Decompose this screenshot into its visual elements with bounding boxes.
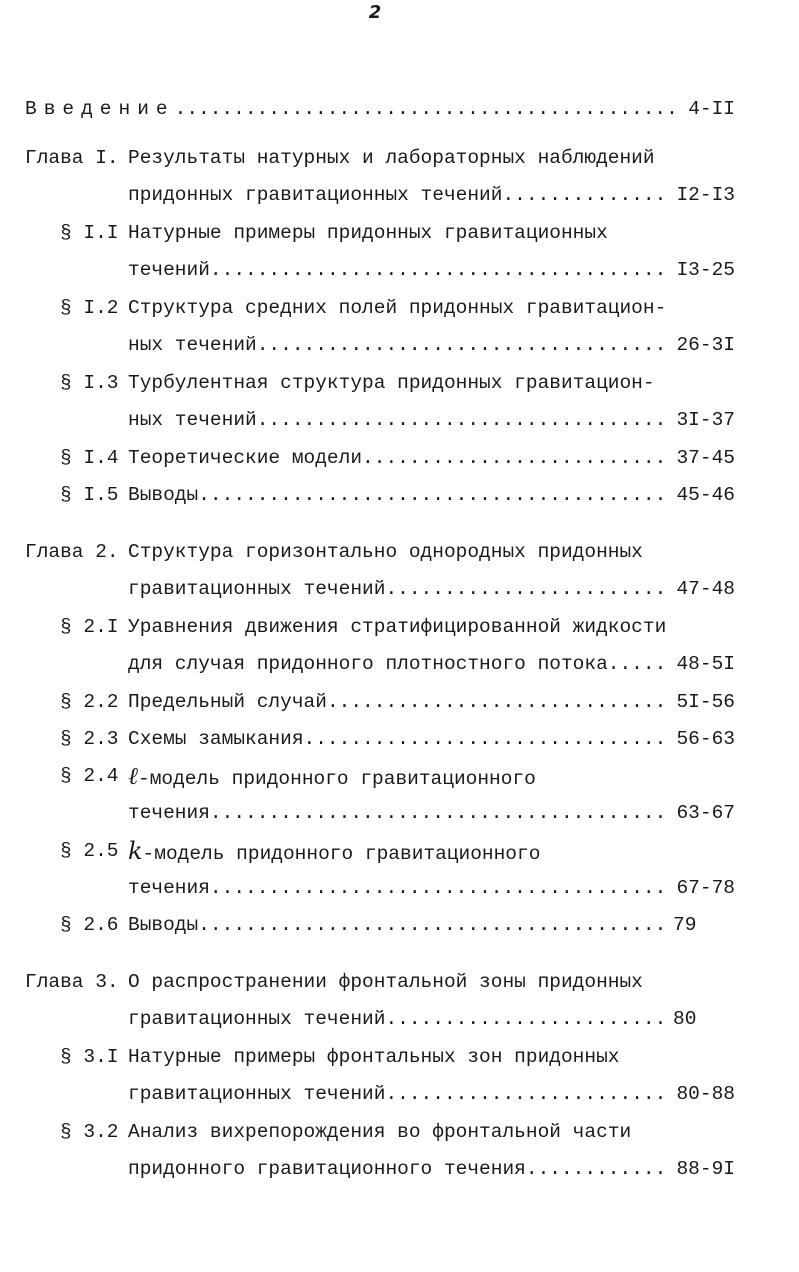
- leader-dots: [385, 1003, 667, 1035]
- leader-dots: [362, 442, 670, 474]
- section-1-1-line2: [0, 254, 799, 286]
- k-symbol: k: [128, 837, 143, 865]
- section-1-3-title-line1: Турбулентная структура придонных гравитацион-: [128, 372, 655, 394]
- section-2-5-page: 67-78: [676, 877, 735, 899]
- section-1-4: [0, 442, 799, 474]
- section-2-4-title-text: -модель придонного гравитационного: [138, 768, 536, 790]
- leader-dots: [198, 479, 670, 511]
- section-1-5-page: 45-46: [676, 484, 735, 506]
- section-2-5-number: § 2.5: [60, 840, 119, 862]
- leader-dots: [608, 648, 671, 680]
- section-1-3-line2: [0, 404, 799, 436]
- section-1-3-title-line2: ных течений: [128, 409, 257, 431]
- section-1-1-page: I3-25: [676, 259, 735, 281]
- section-2-5-line2: [0, 872, 799, 904]
- section-2-1-page: 48-5I: [676, 653, 735, 675]
- leader-dots: [175, 93, 683, 125]
- section-2-5-title-line2: течения: [128, 877, 210, 899]
- leader-dots: [210, 872, 671, 904]
- section-2-6-number: § 2.6: [60, 914, 119, 936]
- leader-dots: [257, 404, 671, 436]
- leader-dots: [198, 909, 667, 941]
- chapter2-title-line1: Структура горизонтально однородных придонных: [128, 541, 643, 563]
- chapter2-page: 47-48: [676, 578, 735, 600]
- section-3-1-number: § 3.I: [60, 1046, 119, 1068]
- section-2-6: [0, 909, 799, 941]
- section-1-2-page: 26-3I: [676, 334, 735, 356]
- chapter2-heading-line2: [0, 573, 799, 605]
- chapter1-label: Глава I.: [25, 147, 119, 169]
- section-1-2-title-line2: ных течений: [128, 334, 257, 356]
- section-2-3-page: 56-63: [676, 728, 735, 750]
- section-3-1-page: 80-88: [676, 1083, 735, 1105]
- leader-dots: [257, 329, 671, 361]
- chapter2-label: Глава 2.: [25, 541, 119, 563]
- section-2-2-number: § 2.2: [60, 691, 119, 713]
- section-2-5-title-line1: [128, 835, 540, 870]
- leader-dots: [385, 1078, 670, 1110]
- section-1-3-page: 3I-37: [676, 409, 735, 431]
- section-1-1-title-line2: течений: [128, 259, 210, 281]
- intro-label: Введение: [25, 98, 175, 120]
- chapter3-title-line1: О распространении фронтальной зоны придонных: [128, 971, 643, 993]
- section-2-4-number: § 2.4: [60, 765, 119, 787]
- leader-dots: [327, 686, 671, 718]
- leader-dots: [210, 254, 671, 286]
- section-3-2-page: 88-9I: [676, 1158, 735, 1180]
- section-1-5-title: Выводы: [128, 484, 199, 506]
- section-1-4-page: 37-45: [676, 447, 735, 469]
- chapter2-title-line2: гравитационных течений: [128, 578, 386, 600]
- chapter1-title-line2: придонных гравитационных течений: [128, 184, 503, 206]
- intro-page: 4-II: [688, 98, 735, 120]
- section-3-2-title-line2: придонного гравитационного течения: [128, 1158, 526, 1180]
- section-2-3-number: § 2.3: [60, 728, 119, 750]
- section-2-1-title-line2: для случая придонного плотностного потока: [128, 653, 608, 675]
- section-2-2: [0, 686, 799, 718]
- leader-dots: [502, 179, 670, 211]
- leader-dots: [526, 1153, 671, 1185]
- chapter3-heading-line2: [0, 1003, 799, 1035]
- section-2-5-title-text: -модель придонного гравитационного: [142, 843, 541, 865]
- section-2-6-page: 79: [673, 914, 697, 936]
- ell-symbol: ℓ: [128, 762, 138, 790]
- section-2-3-title: Схемы замыкания: [128, 728, 304, 750]
- chapter1-heading-line2: [0, 179, 799, 211]
- section-1-2-number: § I.2: [60, 297, 119, 319]
- section-1-2-title-line1: Структура средних полей придонных гравитацион-: [128, 297, 667, 319]
- chapter1-title-line1: Результаты натурных и лабораторных наблюдений: [128, 147, 655, 169]
- leader-dots: [210, 797, 671, 829]
- page-number: 2: [368, 2, 382, 23]
- section-2-1-title-line1: Уравнения движения стратифицированной жидкости: [128, 616, 667, 638]
- section-3-2-number: § 3.2: [60, 1121, 119, 1143]
- section-1-5: [0, 479, 799, 511]
- section-1-4-title: Теоретические модели: [128, 447, 363, 469]
- section-2-1-number: § 2.I: [60, 616, 119, 638]
- section-1-3-number: § I.3: [60, 372, 119, 394]
- section-3-2-title-line1: Анализ вихрепорождения во фронтальной части: [128, 1121, 632, 1143]
- section-2-4-title-line1: [128, 760, 536, 795]
- section-1-5-number: § I.5: [60, 484, 119, 506]
- toc-intro: [25, 93, 735, 125]
- section-2-4-title-line2: течения: [128, 802, 210, 824]
- section-2-2-page: 5I-56: [676, 691, 735, 713]
- section-3-2-line2: [0, 1153, 799, 1185]
- section-2-4-line2: [0, 797, 799, 829]
- section-2-4-page: 63-67: [676, 802, 735, 824]
- section-3-1-line2: [0, 1078, 799, 1110]
- section-3-1-title-line1: Натурные примеры фронтальных зон придонных: [128, 1046, 620, 1068]
- chapter1-page: I2-I3: [676, 184, 735, 206]
- section-1-2-line2: [0, 329, 799, 361]
- section-2-3: [0, 723, 799, 755]
- section-1-1-number: § I.I: [60, 222, 119, 244]
- section-2-2-title: Предельный случай: [128, 691, 327, 713]
- section-1-4-number: § I.4: [60, 447, 119, 469]
- chapter3-label: Глава 3.: [25, 971, 119, 993]
- chapter3-page: 80: [673, 1008, 697, 1030]
- chapter3-title-line2: гравитационных течений: [128, 1008, 386, 1030]
- section-1-1-title-line1: Натурные примеры придонных гравитационных: [128, 222, 608, 244]
- section-3-1-title-line2: гравитационных течений: [128, 1083, 386, 1105]
- section-2-6-title: Выводы: [128, 914, 199, 936]
- section-2-1-line2: [0, 648, 799, 680]
- leader-dots: [385, 573, 670, 605]
- leader-dots: [304, 723, 671, 755]
